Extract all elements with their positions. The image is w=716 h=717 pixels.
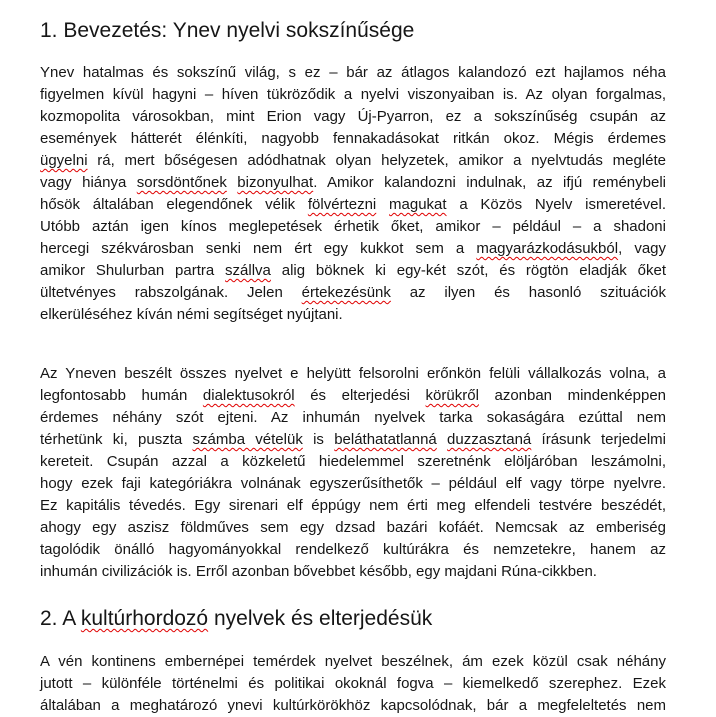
paragraph <box>40 651 666 717</box>
text-line[interactable] <box>40 651 666 673</box>
text-run: és elterjedési <box>294 387 426 404</box>
text-run: alig böknek ki egy-két szót, és rögtön eladják őket <box>270 262 666 279</box>
text-run: elkerüléséhez kíván némi segítséget nyújtani. <box>40 306 343 323</box>
text-run: térhetünk ki, puszta <box>40 431 193 448</box>
text-run: rá, mert bőségesen adódhatnak olyan helyzetek, amikor a nyelvtudás megléte <box>87 152 666 169</box>
text-run: Ynev hatalmas és sokszínű világ, s ez – bár az átlagos kalandozó ezt hajlamos néha <box>40 64 666 81</box>
text-run: is <box>302 431 335 448</box>
text-run: Az Yneven beszélt összes nyelvet e helyütt felsorolni erőnkön felüli vállalkozás volna, a <box>40 365 666 382</box>
text-run: ahogy egy aszisz földműves sem egy dzsad bazári kofáét. Nemcsak az emberiség <box>40 519 666 536</box>
text-run <box>227 174 237 191</box>
text-run: 2. A <box>40 607 81 630</box>
text-line[interactable] <box>40 407 666 429</box>
text-line[interactable] <box>40 385 666 407</box>
section-heading-2[interactable] <box>40 606 666 631</box>
text-line[interactable] <box>40 539 666 561</box>
text-line[interactable] <box>40 260 666 282</box>
text-line[interactable] <box>40 282 666 304</box>
misspelled-word[interactable]: értekezésünk <box>301 284 391 301</box>
text-run: kereteit. Csupán azzal a közkeletű hiedelemmel szeretnénk elöljáróban leszámolni, <box>40 453 666 470</box>
text-line[interactable] <box>40 216 666 238</box>
text-run: események hátterét élénkíti, nagyobb fennakadásokat ritkán okoz. Mégis érdemes <box>40 130 666 147</box>
misspelled-word[interactable]: duzzasztaná <box>447 431 532 448</box>
text-run: hogy ezek faji kategóriákra volnának egyszerűsíthetők – például elf vagy törpe nyelvre. <box>40 475 666 492</box>
text-run: Ez kapitális tévedés. Egy sirenari elf éppúgy nem érti meg elfendeli testvére beszédét, <box>40 497 666 514</box>
text-line[interactable] <box>40 172 666 194</box>
text-run: vagy hiánya <box>40 174 137 191</box>
text-run: inhumán civilizációk is. Erről azonban bővebbet később, egy majdani Rúna-cikkben. <box>40 563 597 580</box>
text-run: hősök általában elegendőnek vélik <box>40 196 308 213</box>
text-run: figyelmen kívül hagyni – híven tükröződik a nyelvi viszonyaiban is. Az olyan forgalmas, <box>40 86 666 103</box>
text-line[interactable] <box>40 517 666 539</box>
text-line[interactable] <box>40 495 666 517</box>
misspelled-word[interactable]: beláthatatlanná <box>334 431 437 448</box>
misspelled-word[interactable]: számba vételük <box>192 431 303 448</box>
text-line[interactable] <box>40 473 666 495</box>
misspelled-word[interactable]: sorsdöntőnek <box>136 174 227 191</box>
text-run: , vagy <box>618 240 667 257</box>
text-run: nyelvek és elterjedésük <box>208 607 433 630</box>
misspelled-word[interactable]: magukat <box>389 196 447 213</box>
text-run: azonban mindenképpen <box>478 387 667 404</box>
text-run <box>376 196 389 213</box>
text-line[interactable] <box>40 84 666 106</box>
text-run: érdemes néhány szót ejteni. Az inhumán nyelvek tarka sokaságára ezúttal nem <box>40 409 666 426</box>
text-line[interactable] <box>40 62 666 84</box>
text-line[interactable] <box>40 128 666 150</box>
misspelled-word[interactable]: dialektusokról <box>202 387 295 404</box>
text-line[interactable] <box>40 238 666 260</box>
misspelled-word[interactable]: kultúrhordozó <box>80 607 209 630</box>
text-run <box>437 431 447 448</box>
text-run: általában a meghatározó ynevi kultúrkörökhöz kapcsolódnak, bár a megfeleltetés nem <box>40 697 666 714</box>
text-run: a Közös Nyelv ismeretével. <box>446 196 666 213</box>
paragraph <box>40 363 666 583</box>
text-line[interactable] <box>40 106 666 128</box>
text-run: kozmopolita városokban, mint Erion vagy Új-Pyarron, ez a sokszínűség csupán az <box>40 108 666 125</box>
text-run: az ilyen és hasonló szituációk <box>390 284 666 301</box>
text-run: hercegi székvárosban senki nem ért egy kukkot sem a <box>40 240 477 257</box>
misspelled-word[interactable]: magyarázkodásukból <box>476 240 619 257</box>
text-line[interactable] <box>40 561 666 583</box>
text-run: 1. Bevezetés: Ynev nyelvi sokszínűsége <box>40 19 415 42</box>
paragraph <box>40 62 666 326</box>
text-line[interactable] <box>40 673 666 695</box>
misspelled-word[interactable]: körükről <box>425 387 479 404</box>
text-run: Utóbb aztán igen kínos meglepetések érhetik őket, amikor – például – a shadoni <box>40 218 666 235</box>
misspelled-word[interactable]: bizonyulhat <box>237 174 314 191</box>
section-heading-1[interactable] <box>40 18 666 43</box>
text-run: jutott – különféle történelmi és politikai okoknál fogva – kiemelkedő szerephez. Ezek <box>40 675 666 692</box>
text-line[interactable] <box>40 363 666 385</box>
text-line[interactable] <box>40 194 666 216</box>
text-line[interactable] <box>40 695 666 717</box>
text-line[interactable] <box>40 304 666 326</box>
text-run: ültetvényes rabszolgának. Jelen <box>40 284 302 301</box>
text-line[interactable] <box>40 429 666 451</box>
text-run: amikor Shulurban partra <box>40 262 226 279</box>
misspelled-word[interactable]: fölvértezni <box>307 196 377 213</box>
text-line[interactable] <box>40 451 666 473</box>
text-run: írásunk terjedelmi <box>531 431 667 448</box>
text-run: legfontosabb humán <box>40 387 203 404</box>
text-run: tagolódik önálló hagyományokkal rendelkező kultúrákra és nemzetekre, hanem az <box>40 541 666 558</box>
text-line[interactable] <box>40 150 666 172</box>
text-run: A vén kontinens embernépei temérdek nyelvet beszélnek, ám ezek közül csak néhány <box>40 653 666 670</box>
misspelled-word[interactable]: ügyelni <box>40 152 88 169</box>
text-run: . Amikor kalandozni indulnak, az ifjú reménybeli <box>313 174 666 191</box>
misspelled-word[interactable]: szállva <box>225 262 271 279</box>
